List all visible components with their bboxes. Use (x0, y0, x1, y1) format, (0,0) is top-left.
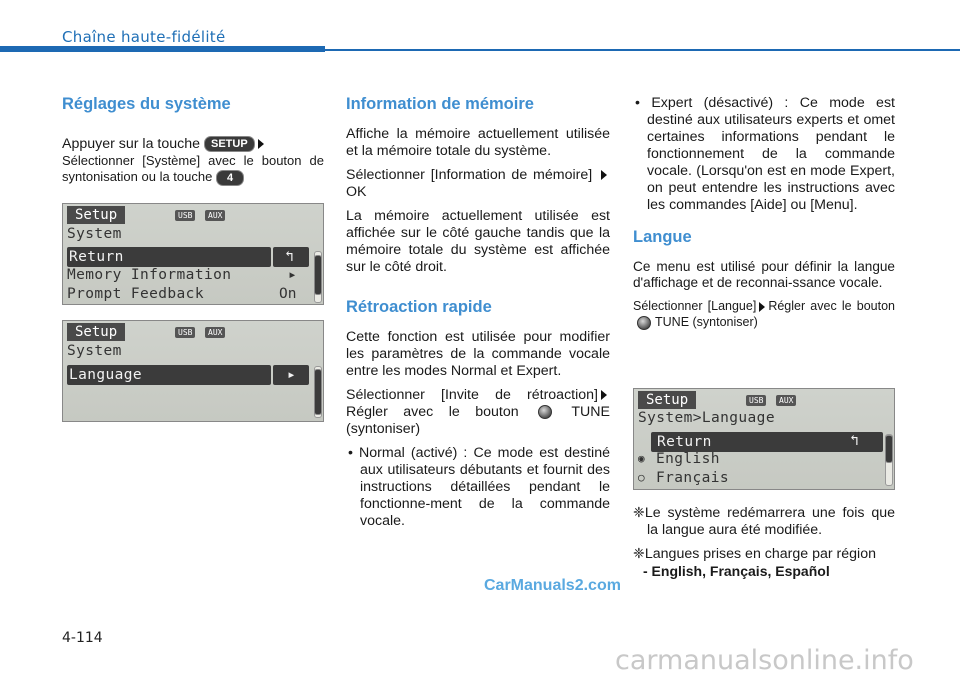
memory-display-note: La mémoire actuellement utilisée est affichée sur le côté gauche tandis que la mémoire totale du système est affichée sur le côté droit. (346, 208, 610, 275)
bullet-normal-mode: • Normal (activé) : Ce mode est destiné aux utilisateurs débutants et fournit des instructions détaillées pendant le fonctionne-ment de la commande vocale. (348, 445, 610, 529)
heading-language: Langue (633, 228, 692, 246)
tune-knob-icon (538, 405, 552, 419)
column-system-settings (62, 95, 324, 193)
scrollbar[interactable] (885, 435, 893, 463)
heading-system-settings: Réglages du système (62, 95, 231, 113)
arrow-right-icon (759, 302, 765, 312)
option-english[interactable]: English (656, 451, 720, 467)
column-memory-feedback (346, 95, 610, 537)
screen-setup-system (62, 203, 324, 305)
note-supported-languages: ❈Langues prises en charge par région (633, 546, 876, 562)
arrow-right-icon (601, 170, 607, 180)
arrow-right-icon (258, 139, 264, 149)
memory-instruction: Sélectionner [Information de mémoire] OK (346, 167, 610, 201)
scrollbar[interactable] (314, 369, 322, 415)
heading-memory-information: Information de mémoire (346, 95, 534, 113)
language-description: Ce menu est utilisé pour définir la langue d'affichage et de reconnai-ssance vocale. (633, 259, 895, 290)
screen-line-system: System (67, 343, 122, 359)
tune-knob-icon (637, 316, 651, 330)
return-icon: ↰ (273, 247, 309, 267)
page-number: 4-114 (62, 630, 103, 646)
screen-system-language (633, 388, 895, 490)
usb-badge: USB (746, 395, 766, 406)
watermark-carmanuals: CarManuals2.com (484, 577, 621, 594)
key-4: 4 (216, 170, 244, 186)
supported-languages-list: - English, Français, Español (643, 563, 830, 579)
menu-item-language[interactable]: Language (67, 365, 271, 385)
menu-item-return[interactable]: Return (651, 432, 883, 452)
menu-item-prompt-feedback[interactable]: Prompt Feedback (67, 286, 204, 302)
radio-selected-icon[interactable]: ◉ (638, 452, 646, 465)
heading-prompt-feedback: Rétroaction rapide (346, 298, 492, 316)
instruction-select-system: Sélectionner [Système] avec le bouton de syntonisation ou la touche 4 (62, 153, 324, 184)
feedback-instruction: Sélectionner [Invite de rétroaction] Régler avec le bouton TUNE (syntoniser) (346, 387, 610, 437)
aux-badge: AUX (205, 327, 225, 338)
screen-line-system: System (67, 226, 122, 242)
memory-description: Affiche la mémoire actuellement utilisée et la mémoire totale du système. (346, 126, 610, 159)
header-rule (325, 49, 960, 51)
feedback-description: Cette fonction est utilisée pour modifier les paramètres de la commande vocale entre les modes Normal et Expert. (346, 329, 610, 379)
aux-badge: AUX (205, 210, 225, 221)
chevron-right-icon: ▸ (273, 365, 309, 385)
instruction-setup: Appuyer sur la touche SETUP (62, 136, 324, 153)
section-header: Chaîne haute-fidélité (62, 28, 226, 46)
aux-badge: AUX (776, 395, 796, 406)
menu-item-return[interactable]: Return (67, 247, 271, 267)
language-instruction: Sélectionner [Langue] Régler avec le bouton TUNE (syntoniser) (633, 299, 895, 329)
prompt-feedback-value: On (279, 286, 297, 302)
screen-line-system-language: System>Language (638, 410, 775, 426)
usb-badge: USB (175, 327, 195, 338)
bullet-expert-mode: • Expert (désactivé) : Ce mode est destiné aux utilisateurs experts et omet certaines informations pendant le fonctionnement de la commande vocale. (Lorsqu'on est en mode Expert, on peut entendre les instructions avec les commandes [Aide] ou [Menu]. (635, 95, 895, 213)
watermark-site: carmanualsonline.info (615, 645, 914, 676)
column-language (633, 95, 895, 337)
header-bar (0, 46, 325, 52)
scrollbar[interactable] (314, 255, 322, 295)
return-icon: ↰ (850, 433, 859, 449)
screen-title: Setup (67, 323, 125, 341)
setup-key: SETUP (204, 136, 255, 152)
radio-unselected-icon[interactable]: ○ (638, 471, 646, 484)
screen-title: Setup (67, 206, 125, 224)
menu-item-memory-information[interactable]: Memory Information (67, 267, 232, 283)
language-notes (633, 505, 895, 579)
chevron-right-icon: ▸ (288, 267, 297, 283)
arrow-right-icon (601, 390, 607, 400)
option-francais[interactable]: Français (656, 470, 730, 486)
screen-setup-language (62, 320, 324, 422)
usb-badge: USB (175, 210, 195, 221)
screen-title: Setup (638, 391, 696, 409)
note-restart: ❈Le système redémarrera une fois que la langue aura été modifiée. (633, 505, 895, 538)
